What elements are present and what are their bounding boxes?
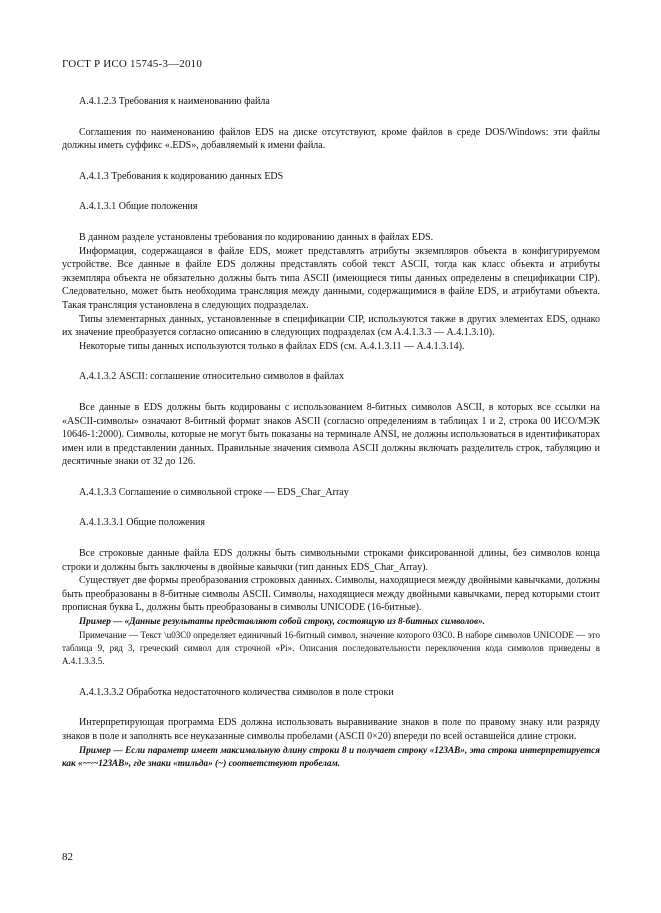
heading-a413331: А.4.1.3.3.1 Общие положения [79,517,206,529]
page-header: ГОСТ Р ИСО 15745-3—2010 [62,58,203,70]
note-1: Примечание — Текст \u03C0 определяет единичный 16-битный символ, значение которого 03C0. В наборе символов UNICODE — это таблица 9, ряд 3, греческий символ для строчной «Pi». Описания последовательности переключения кода символов приведены в А.4.1.3.3.5. [62,629,600,667]
paragraph-file-naming: Соглашения по наименованию файлов EDS на диске отсутствуют, кроме файлов в среде DOS/Windows: эти файлы должны иметь суффикс «.EDS», добавляемый к имени файла. [62,126,600,152]
heading-a41223: А.4.1.2.3 Требования к наименованию файла [79,96,270,107]
paragraph-general-3: Типы элементарных данных, установленные в спецификации CIP, используются также в других элементах EDS, однако их значение преобразуется согласно описанию в следующих подразделах (см А.4.1.3.3 — А.4.1.3.10). [62,313,600,339]
paragraph-insufficient: Интерпретирующая программа EDS должна использовать выравнивание знаков в поле по правому знаку или разряду знаков в поле и заполнять все неуказанные символы пробелами (ASCII 0×20) впереди по всей оставшейся длине строки. [62,717,600,743]
heading-a41331: А.4.1.3.1 Общие положения [79,201,198,213]
heading-a41333: А.4.1.3.3 Соглашение о символьной строке — EDS_Char_Array [79,486,349,498]
heading-a41332: А.4.1.3.2 ASCII: соглашение относительно символов в файлах [79,371,344,383]
page-content [62,95,600,771]
heading-a4133: А.4.1.3 Требования к кодированию данных EDS [79,170,284,182]
paragraph-general-1: В данном разделе установлены требования по кодированию данных в файлах EDS. [79,231,434,243]
example-1: Пример — «Данные результаты представляют собой строку, состоящую из 8-битных символов». [79,616,485,627]
example-2: Пример — Если параметр имеет максимальную длину строки 8 и получает строку «123AB», эта строка интерпретируется как «~~~123AB», где знаки «тильда» (~) соответствуют пробелам. [62,744,600,769]
heading-a413332: А.4.1.3.3.2 Обработка недостаточного количества символов в поле строки [79,686,394,698]
paragraph-general-2: Информация, содержащаяся в файле EDS, может представлять атрибуты экземпляров объекта в конфигурируемом устройстве. Все данные в файле EDS должны представлять собой текст ASCII, тогда как класс объекта и атрибуты экземпляра объекта не обязательно должны быть типа ASCII (имеющиеся типы данных определены в спецификации CIP). Следовательно, может быть необходима трансляция между данными, содержащимися в файле EDS, и атрибутами объекта. Такая трансляция установлена в следующих подразделах. [62,245,600,311]
paragraph-string-2: Существует две формы преобразования строковых данных. Символы, находящиеся между двойными кавычками, должны быть преобразованы в 8-битные символы ASCII. Символы, находящиеся между двойными кавычками, перед которыми стоит прописная буква L, должны быть преобразованы в символы UNICODE (16-битные). [62,575,600,614]
paragraph-ascii: Все данные в EDS должны быть кодированы с использованием 8-битных символов ASCII, в которых все ссылки на «ASCII-символы» означают 8-битный формат знаков ASCII (согласно определениям в таблицах 1 и 2, строка 00 ИСО/МЭК 10646-1:2000). Символы, которые не могут быть показаны на терминале ANSI, не должны использоваться в идентификаторах имен или в представлении данных. Правильные значения символа ASCII должны включать разделитель строк, табуляцию и десятичные знаки от 32 до 126. [62,401,600,468]
page-number: 82 [62,851,73,863]
paragraph-string-1: Все строковые данные файла EDS должны быть символьными строками фиксированной длины, без символов конца строки и должны быть заключены в двойные кавычки (тип данных EDS_Char_Array). [62,548,600,573]
paragraph-general-4: Некоторые типы данных используются только в файлах EDS (см. А.4.1.3.11 — А.4.1.3.14). [79,340,465,352]
